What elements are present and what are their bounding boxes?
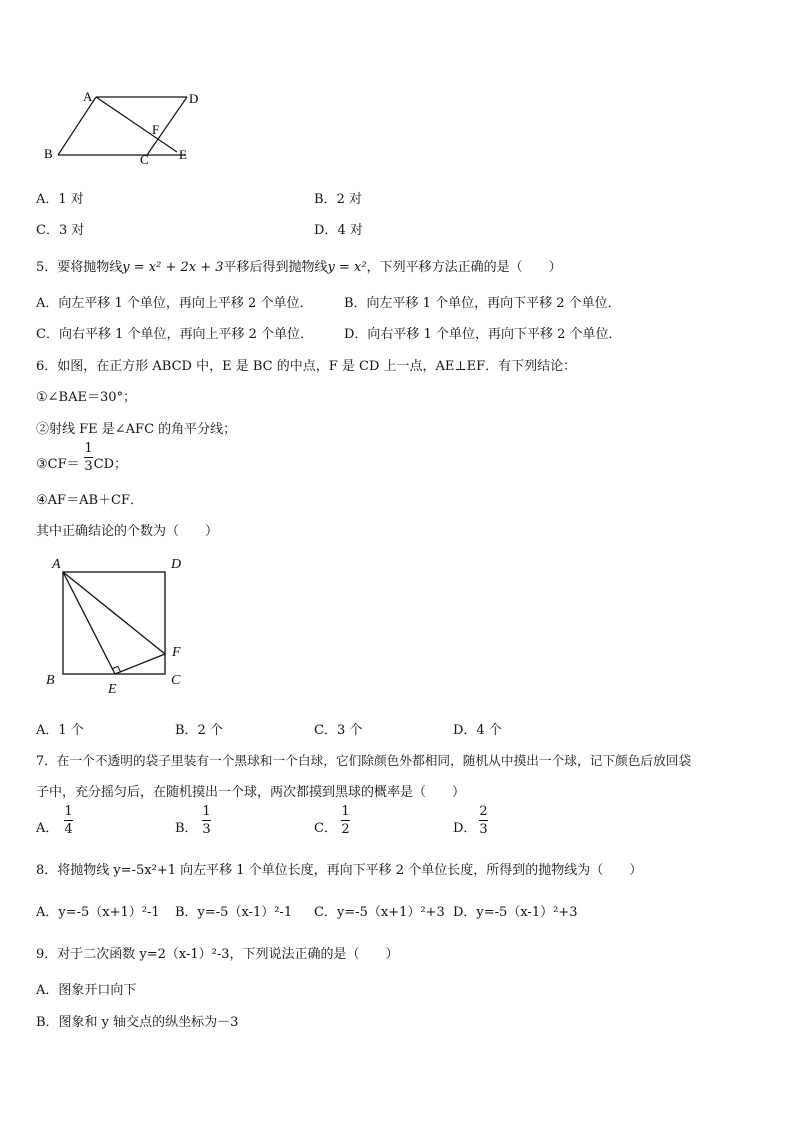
q7-option-c-fraction: 1 2 (341, 804, 350, 837)
q6-conclusion-3: ③CF＝ CD； (36, 457, 127, 472)
fig2-label-F: F (172, 645, 181, 660)
q4-option-b: B．2 对 (314, 192, 362, 207)
q6-conclusion-1: ①∠BAE＝30°； (36, 390, 137, 405)
q7-option-b-fraction: 1 3 (202, 804, 211, 837)
q5-option-b: B．向左平移 1 个单位，再向下平移 2 个单位． (344, 296, 621, 311)
q6-option-d: D．4 个 (453, 723, 502, 738)
q4-option-d: D．4 对 (314, 223, 363, 238)
fig2-label-B: B (46, 673, 55, 688)
fig1-label-F: F (152, 122, 160, 137)
parallelogram-figure (36, 84, 216, 166)
q7-option-a-letter: A． (36, 821, 59, 836)
q8-option-a: A．y=-5（x+1）²-1 (36, 905, 160, 920)
q6-conclusion-4: ④AF＝AB＋CF． (36, 493, 143, 508)
q7-option-c-letter: C． (314, 821, 337, 836)
q6-fraction: 1 3 (84, 441, 93, 474)
fig1-label-E: E (179, 147, 187, 162)
q5-option-d: D．向右平移 1 个单位，再向下平移 2 个单位． (344, 327, 622, 342)
q7-option-b-letter: B． (175, 821, 198, 836)
q6-option-c: C．3 个 (314, 723, 363, 738)
q7-option-a-fraction: 1 4 (64, 804, 73, 837)
fig1-label-B: B (44, 146, 53, 161)
q6-stem: 6．如图，在正方形 ABCD 中，E 是 BC 的中点，F 是 CD 上一点，AE⊥EF．有下列结论： (36, 359, 577, 374)
q7-stem-line1: 7．在一个不透明的袋子里装有一个黑球和一个白球，它们除颜色外都相同，随机从中摸出一个球，记下颜色后放回袋 (36, 753, 692, 768)
q8-stem: 8．将抛物线 y=-5x²+1 向左平移 1 个单位长度，再向下平移 2 个单位长度，所得到的抛物线为（ ） (36, 863, 643, 878)
q6-conclusion-2: ②射线 FE 是∠AFC 的角平分线； (36, 422, 237, 437)
q6-option-a: A．1 个 (36, 723, 84, 738)
square-figure (40, 550, 200, 698)
q6-option-b: B．2 个 (175, 723, 223, 738)
q6-question: 其中正确结论的个数为（ ） (36, 524, 219, 539)
q9-option-b: B．图象和 y 轴交点的纵坐标为－3 (36, 1015, 239, 1030)
fig2-label-A: A (52, 557, 61, 572)
q7-stem-line2: 子中，充分摇匀后，在随机摸出一个球，两次都摸到黑球的概率是（ ） (36, 785, 466, 800)
fig1-label-C: C (140, 152, 149, 166)
q4-option-a: A．1 对 (36, 192, 84, 207)
q4-option-c: C．3 对 (36, 223, 85, 238)
q9-stem: 9．对于二次函数 y=2（x-1）²-3，下列说法正确的是（ ） (36, 947, 399, 962)
q5-stem: 5．要将抛物线y = x² + 2x + 3平移后得到抛物线y = x²，下列平移方法正确的是（ ） (36, 260, 562, 275)
fig2-label-E: E (108, 682, 117, 697)
q8-option-c: C．y=-5（x+1）²+3 (314, 905, 445, 920)
q7-option-d-fraction: 2 3 (479, 804, 488, 837)
q8-option-b: B．y=-5（x-1）²-1 (175, 905, 293, 920)
fig2-label-D: D (171, 557, 182, 572)
fig2-label-C: C (171, 673, 181, 688)
q7-option-d-letter: D． (453, 821, 477, 836)
fig1-label-A: A (83, 89, 93, 104)
q5-option-a: A．向左平移 1 个单位，再向上平移 2 个单位． (36, 296, 313, 311)
q9-option-a: A．图象开口向下 (36, 983, 137, 998)
q5-option-c: C．向右平移 1 个单位，再向上平移 2 个单位． (36, 327, 314, 342)
fig1-label-D: D (189, 91, 199, 106)
q8-option-d: D．y=-5（x-1）²+3 (453, 905, 578, 920)
